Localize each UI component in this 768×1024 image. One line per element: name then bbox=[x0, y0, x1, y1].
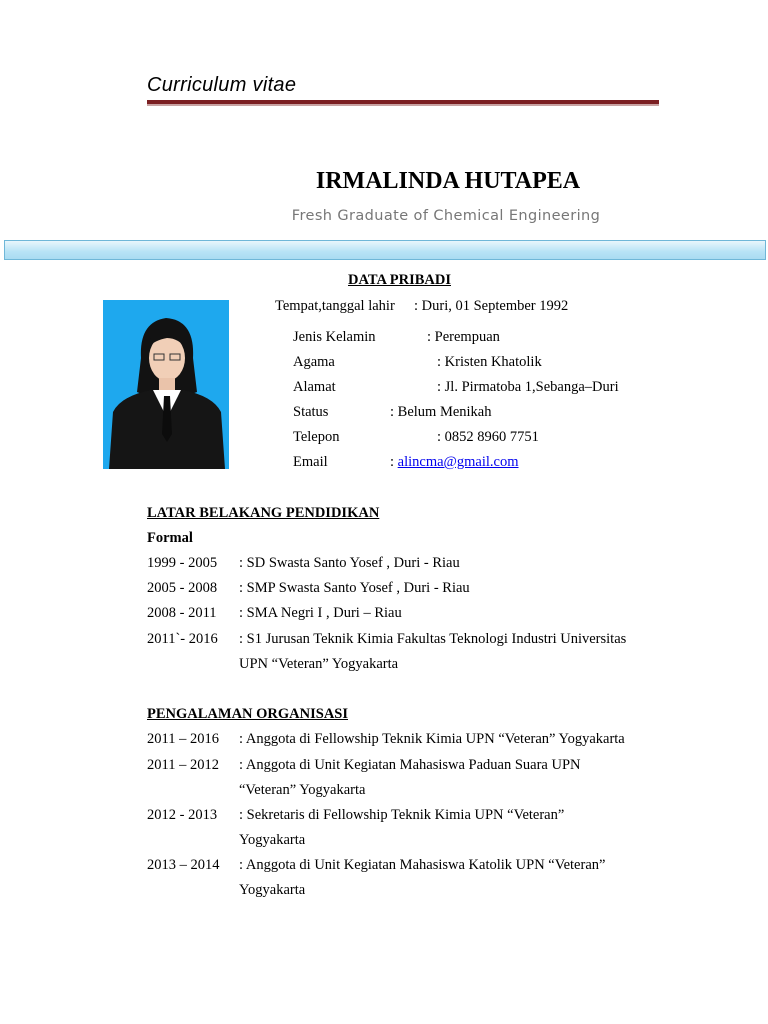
field-label-gender: Jenis Kelamin bbox=[293, 329, 376, 345]
candidate-name: IRMALINDA HUTAPEA bbox=[315, 168, 581, 194]
organization-title: PENGALAMAN ORGANISASI bbox=[147, 706, 349, 722]
field-label-phone: Telepon bbox=[293, 429, 340, 445]
birth-value: : Duri, 01 September 1992 bbox=[414, 298, 569, 314]
education-desc: : SD Swasta Santo Yosef , Duri - Riau bbox=[239, 555, 460, 571]
organization-desc-continued: “Veteran” Yogyakarta bbox=[239, 782, 366, 798]
header-rule-shadow bbox=[147, 104, 659, 106]
birth-label: Tempat,tanggal lahir bbox=[275, 298, 395, 314]
profile-photo bbox=[103, 300, 229, 469]
field-label-address: Alamat bbox=[293, 379, 336, 395]
organization-years: 2013 – 2014 bbox=[147, 857, 220, 873]
field-value-gender: : Perempuan bbox=[427, 329, 500, 345]
education-years: 2011`- 2016 bbox=[147, 631, 218, 647]
education-desc-continued: UPN “Veteran” Yogyakarta bbox=[239, 656, 399, 672]
section-band bbox=[4, 240, 766, 260]
cv-heading: Curriculum vitae bbox=[147, 74, 297, 96]
education-title: LATAR BELAKANG PENDIDIKAN bbox=[147, 505, 380, 521]
organization-years: 2012 - 2013 bbox=[147, 807, 218, 823]
organization-desc-continued: Yogyakarta bbox=[239, 832, 306, 848]
field-value-status: : Belum Menikah bbox=[390, 404, 492, 420]
organization-desc: : Anggota di Fellowship Teknik Kimia UPN “Veteran” Yogyakarta bbox=[239, 731, 625, 747]
organization-desc: : Anggota di Unit Kegiatan Mahasiswa Paduan Suara UPN bbox=[239, 757, 581, 773]
education-subtitle: Formal bbox=[147, 530, 193, 546]
field-label-email: Email bbox=[293, 454, 328, 470]
education-years: 2008 - 2011 bbox=[147, 605, 217, 621]
field-value-phone: : 0852 8960 7751 bbox=[437, 429, 539, 445]
organization-desc: : Anggota di Unit Kegiatan Mahasiswa Katolik UPN “Veteran” bbox=[239, 857, 606, 873]
education-desc: : S1 Jurusan Teknik Kimia Fakultas Teknologi Industri Universitas bbox=[239, 631, 627, 647]
organization-years: 2011 – 2012 bbox=[147, 757, 219, 773]
education-years: 2005 - 2008 bbox=[147, 580, 218, 596]
organization-desc-continued: Yogyakarta bbox=[239, 882, 306, 898]
candidate-subtitle: Fresh Graduate of Chemical Engineering bbox=[291, 208, 601, 224]
field-value-address: : Jl. Pirmatoba 1,Sebanga–Duri bbox=[437, 379, 619, 395]
email-link[interactable]: alincma@gmail.com bbox=[397, 454, 519, 470]
field-label-religion: Agama bbox=[293, 354, 335, 370]
data-pribadi-title: DATA PRIBADI bbox=[348, 272, 451, 288]
field-value-email bbox=[390, 454, 519, 471]
organization-years: 2011 – 2016 bbox=[147, 731, 219, 747]
field-label-status: Status bbox=[293, 404, 329, 420]
education-desc: : SMP Swasta Santo Yosef , Duri - Riau bbox=[239, 580, 470, 596]
email-colon: : bbox=[390, 454, 395, 470]
person-portrait-icon bbox=[103, 300, 229, 469]
education-desc: : SMA Negri I , Duri – Riau bbox=[239, 605, 402, 621]
field-value-religion: : Kristen Khatolik bbox=[437, 354, 542, 370]
organization-desc: : Sekretaris di Fellowship Teknik Kimia UPN “Veteran” bbox=[239, 807, 565, 823]
education-years: 1999 - 2005 bbox=[147, 555, 218, 571]
